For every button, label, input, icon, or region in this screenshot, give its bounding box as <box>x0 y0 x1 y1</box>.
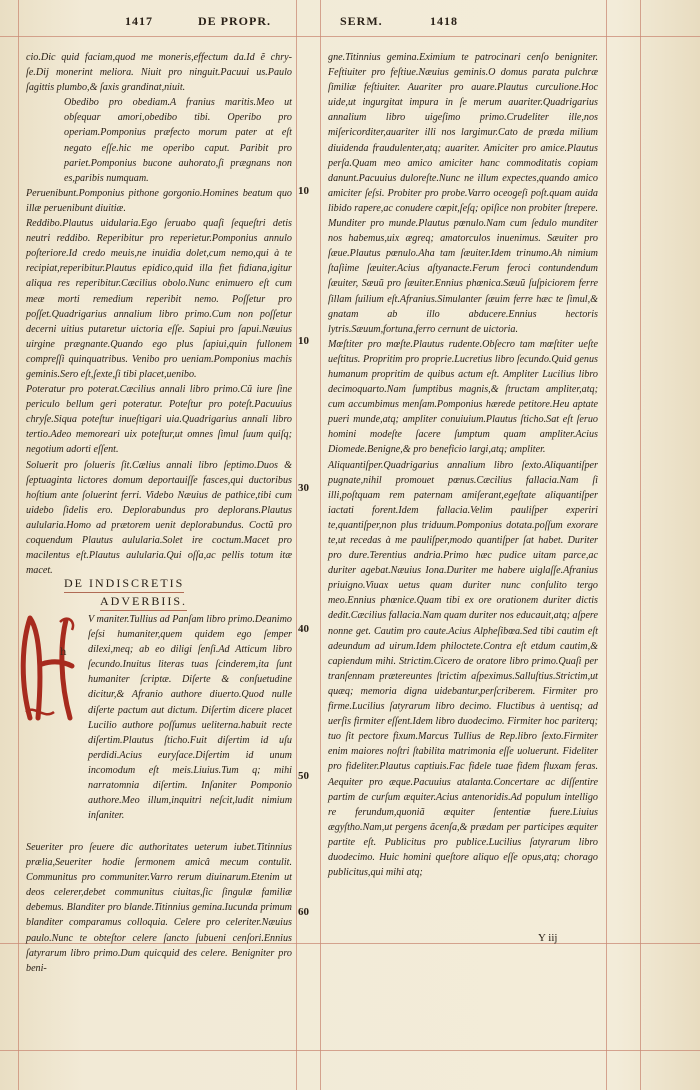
right-margin-rule <box>640 0 641 1090</box>
left-block-4: Reddibo.Plautus uidularia.Ego ſeruabo quaſi ſequeſtri detis neutri reddibo. Reperibitur pro reperietur.Pomponius annulo poſteriore.Id credo meuis,ne inuidia dolet,cum nemo,qui à te recipiat,reperibitur.Plautus epidico,quid illa fiet fidiana,igitur aliqua res reperibitur.Cæcilius obolo.Nunc enimuero eſt cum meæ morti remedium reperibit nemo. Poſſetur pro poſſet.Quadrigarius annalium libro primo.Cum non poſſetur decerni uitius putaretur uictoria eſſe. Sapiui pro ſapui.Næuius uirgine prægnante.Quando ego plus ſapiui,quin fullonem compreſſi quinquatribus. Venibo pro ueniam.Pomponius machis geminis.Sero eſt,ſexte,ſi tibi placet,uenibo. <box>26 218 292 380</box>
left-column-lower <box>26 840 292 976</box>
left-column-initial-block <box>88 612 292 823</box>
left-margin-rule <box>18 0 19 1090</box>
running-head-right: SERM. <box>340 14 383 28</box>
bottom-rule <box>0 1050 700 1051</box>
left-column <box>26 50 292 578</box>
left-block-2: Obedibo pro obediam.A franius maritis.Meo ut obſequar amori,obedibo tibi. Operibo pro operiam.Pomponius præfecto morum pater at eſt negato eſſe.hic me operibo caput. Paribit pro pariet.Pomponius bucone auhorato,ſi prægnans non es,paribis numquam. <box>64 97 292 184</box>
left-block-5: Poteratur pro poterat.Cæcilius annali libro primo.Cũ iure ſine periculo bellum geri poteratur. Poteſtur pro poteſt.Pacuuius chryſe.Siqua poteſtur inueſtigari uia.Quadrigarius annali libro tertio.Adeo memoreari uix poteſtur,ut omnes ſimul ſuum quiſq; negotium adorti eſſent. <box>26 384 292 456</box>
right-block-3: Aliquantiſper.Quadrigarius annalium libro ſexto.Aliquantiſper pugnate,nihil promouet pœnus.Cæcilius fallacia.Nam ſi illi,poſtquam rem paternam amiſerant,egeſtate aliquantiſper iactati forent.Idem fallacia.Velim pauliſper experiri te,quantiſper,non plus triduum.Pomponius dotata.poſſum exorare te,ut recedas à me pauliſper,modo quantiſper ſat habet. Duriter pro dure.Terentius andria.Primo hæc pudice uitam parce,ac duriter agebat.Næuius Iona.Duriter me habere uiglaſſe.Afranius priuigno.Viuax uetus quam duriter nunc conſulito tergo meo.Ennius phœnice.Quam tibi ex ore orationem duriter dictis dedit.Cæcilius fallacia.Nam quam duriter nos educauit,atq; aſpere nonne get. Cautim pro caute.Acius Alpheſibœa.Sed tibi cautim eſt adeundum ad uirum.Idem philoctete.Contra eſt etdum cautim,& capiendum mihi. Strictim.Cicero de oratore libro primo.Quaſi per tranſennam prætereuntes ſtrictim aſpeximus.Salluſtius.Strictim,ut quæq; memoria digna uidebantur,perſcriberem. Firmiter pro firme.Lucilius ſatyrarum libro decimo. Fluctibus à uentisq; ad uerſis firmiter eſſent.Idem libro duodecimo. Firmiter hoc pariterq; tuo ſit pectore fixum.Marcus Tullius de Rep.libro ſexto.Firmiter enim maiores noſtri ſtabilita matrimonia eſſe uoluerunt. Fideliter pro fideliter.Plautus captiuis.Fac fidele tuae fidem fluxam feras. Aequiter pro æque.Pacuuius atalanta.Concertare ac diſſentire partim de curſum æquiter.Acius antenoridis.Ad populum intelligo re ferundum,quoniã æquiter ſententiæ fuere.Liuius ægyſtho.Nam,ut pergens ãcenſa,& prædam per participes æquiter partite eſt. Publicitus pro publice.Lucilius ſatyrarum libro duodecimo. Huic homini queſtore aliquo eſſe opus,atq; chorago publicitus,qui mihi atq; <box>328 459 598 879</box>
line-number-5: 50 <box>298 770 309 782</box>
left-block-1: cio.Dic quid faciam,quod me moneris,effectum da.Id ẽ chry-ſe.Dij monerint meliora. Niuit pro ninguit.Pacuui us.Paulo ſagittis plumbo,& ſaxis grandinat,niuit. <box>26 52 292 94</box>
page-number-left: 1417 <box>125 14 153 28</box>
line-number-2: 10 <box>298 335 309 347</box>
header-rule <box>0 36 700 37</box>
left-column-rule <box>296 0 297 1090</box>
svg-text:h: h <box>60 647 67 658</box>
section-title-line-2: ADVERBIIS. <box>100 593 187 611</box>
left-block-8: Seueriter pro ſeuere dic authoritates ueterum iubet.Titinnius prælia,Seueriter hodie ſermonem amicâ mecum contulit. Communitus pro communiter.Varro rerum diuinarum.Etenim ut deos celerer,debet communitus ciuitas,ſic ſingulæ familiæ debemus. Blanditer pro blande.Titinnius gemina.Iucunda primum blanditer comparamus colloquia. Celere pro celeriter.Næuius paulo.Nunc te obteſtor celere ſancto ſubueni cenſori.Ennius ſatyrarum libro primo.Dum quicquid des celere. Benigniter pro beni- <box>26 842 292 974</box>
right-column <box>328 50 598 880</box>
right-block-2: Mœſtiter pro mœſte.Plautus rudente.Obſecro tam mœſtiter ueſte ueſtitus. Propritim pro proprie.Lucretius libro ſecundo.Quid genus humanum propritim de quibus actum eſt. Ampliter Lucilius libro decimoquarto.Nam ſumptibus magnis,& ſtructam ampliter,atq; cum accumbimus menſam.Pomponius hærede petitore.Heu aptate pueri munde,atq; ampliter conuiuium.Plautus ſticho.Sat eſt ſeruo homini modeſte ſacere ſumptum quam ampliter.Acius Diomede.Benigne,& pro beneficio largi,atq; ampliter. <box>328 338 598 456</box>
line-number-4: 40 <box>298 623 309 635</box>
line-number-3: 30 <box>298 482 309 494</box>
right-block-1: gne.Titinnius gemina.Eximium te patrocinari cenſo benigniter. Feſtiuiter pro feſtiue.Næuius geminis.O domus parata pulchræ ſimiliæ feſtiuiter. Auariter pro auare.Plautus curculione.Hoc uide,ut ingurgitat impura in ſe merum auariter.Quadrigarius annalium libro uigeſimo primo.Crudeliter ille,nos miſericorditer,auariter illi nos largimur.Cato de præda milium diuidenda fraudulenter,atq; auariter. Amiciter pro amice.Plautus perſa.Quam meo amico amiciter hanc commoditatis copiam danunt.Pacuuius duloreſte.Nunc ne illum expectes,quando amico amiciter ſeſsi. Probiter pro probe.Varro oceogeſi poſt.quam auida libido rapere,ac conudere cœpit,ſeſq; opiſice non probiter ſtrepere. Munditer pro munde.Plautus pœnulo.Nam cum ſedulo munditer nos habemus,uix ægreq; amatorculos inuenimus. Sæuiter pro ſæue.Plautus pœnulo.Aha tam ſæuiter.Idem trinumo.Ah nimium ſtaſiime ſæuiter.Acius aſtyanacte.Ferum feroci contundendum ſæuiter, Sæuũ pro ſæuiter.Ennius phœnica.Sæuũ ſuſpiciorem ferre ſillam ſuilium eſt.Afranius.Simulanter ſæuim ferre hæc te ſimul,& gnatam ab illo abducere.Ennius hectoris lytris.Sæuum,fortuna,ferro cernunt de uictoria. <box>328 52 598 335</box>
line-number-1: 10 <box>298 185 309 197</box>
section-title-line-1: DE INDISCRETIS <box>64 575 184 593</box>
left-block-7: V maniter.Tullius ad Panſam libro primo.Deanimo ſeſsi humaniter,quem quidem ego ſemper dilexi,meq; ab eo diligi ſenſi.Ad Atticum libro ſecundo.Inuitus literas tuas ſcinderem,ita ſunt humaniter ſcriptæ. Diſerte & conſuetudine dicitur,& Afranio authore diuerto.Quod nulle diſerte pactum aut dictum. Diſertim dicere placet Lucilio authore poſſumus ueliterna.habuit recte diſertim.Plautus ſticho.Fuit diſertim id uſu perdidi.Acius euryſace.Diſertim id unum incomodum eſt meis.Liuius.Tum q; mihi narratomnia diſertim. Inſaniter Pomponio authore.Meo illum,inquitri neſcit,ludit nimium inſaniter. <box>88 614 292 822</box>
left-block-3: Peruenibunt.Pomponius pithone gorgonio.Homines beatum quo illæ peruenibunt diuitiæ. <box>26 187 292 214</box>
left-block-6: Soluerit pro ſolueris ſit.Cælius annali libro ſeptimo.Duos & ſeptuaginta lictores domum deportauiſſe fasces,qui ductoribus hoſtium ante ſoluerint ferri. Videbo Næuius de pathice,tibi cum uidebo ſidelis ero. Deplorabundus pro deplorans.Plautus aulularia.Homo ad prætorem uenit deplorabundus. Coctũ pro coquendum Plautus aulularia.Solet ire coctum.Macet pro macilentus eſt.Plautus aulularia.Qui oſſa,ac pellis totum itæ macet. <box>26 459 292 577</box>
decorated-initial-h-icon <box>20 612 80 724</box>
line-number-6: 60 <box>298 906 309 918</box>
running-head-left: DE PROPR. <box>198 14 271 28</box>
section-title <box>64 575 264 611</box>
gutter-rule <box>320 0 321 1090</box>
right-column-rule <box>606 0 607 1090</box>
signature-mark: Y iij <box>538 932 558 944</box>
page-number-right: 1418 <box>430 14 458 28</box>
